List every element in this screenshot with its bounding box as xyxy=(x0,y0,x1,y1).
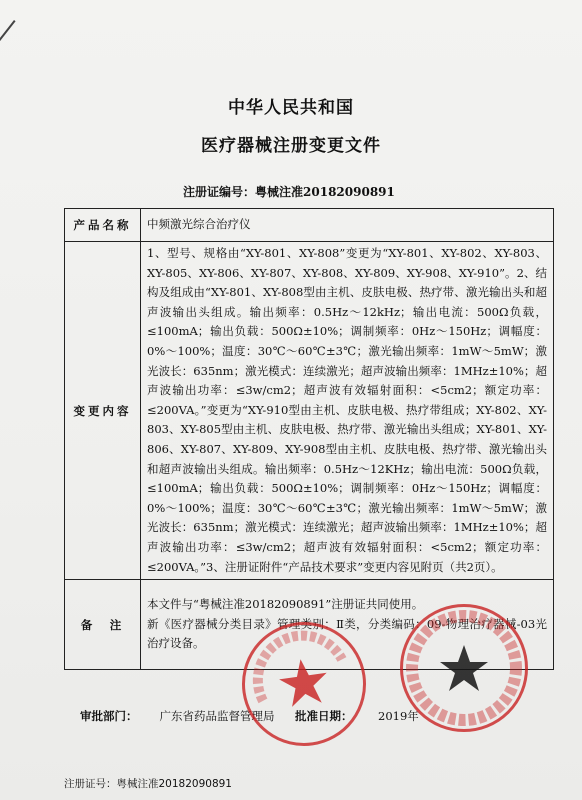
remark-label: 备 注 xyxy=(65,580,141,670)
approval-date: 2019年 xyxy=(378,709,419,723)
change-table xyxy=(64,208,554,670)
registration-label: 注册证编号： xyxy=(183,185,256,199)
product-name-value: 中频激光综合治疗仪 xyxy=(141,209,554,242)
document-title: 医疗器械注册变更文件 xyxy=(201,136,381,156)
footer-reg-number: 注册证号：粤械注准20182090891 xyxy=(64,778,232,790)
approval-date-label: 批准日期： xyxy=(295,709,353,723)
approval-dept-label: 审批部门： xyxy=(80,709,138,723)
country-title: 中华人民共和国 xyxy=(228,98,354,118)
change-content-row xyxy=(65,242,554,580)
company-seal xyxy=(234,614,374,754)
product-name-label: 产品名称 xyxy=(65,209,141,242)
government-seal-graphic xyxy=(403,607,525,729)
change-content-label: 变更内容 xyxy=(65,242,141,580)
change-content-text: 1、型号、规格由“XY-801、XY-808”变更为“XY-801、XY-802、XY-803、XY-805、XY-806、XY-807、XY-808、XY-809、XY-908、XY-910”。2、结构及组成由“XY-801、XY-808型由主机、皮肤电极、热疗带、激光输出头和超声波输出头组成。输出频率：0.5Hz～12kHz；输出电流：500Ω负载，≤100mA；输出负载：500Ω±10%；调制频率：0Hz～150Hz；调幅度：0%～100%；温度：30℃～60℃±3℃；激光输出频率：1mW～5mW；激光波长：635nm；激光模式：连续激光；超声波输出频率：1MHz±10%；超声波输出功率：≤3w/cm2；超声波有效辐射面积：<5cm2；额定功率：≤200VA。”变更为“XY-910型由主机、皮肤电极、热疗带组成；XY-802、XY-803、XY-805型由主机、皮肤电极、热疗带、激光输出头组成；XY-801、XY-806、XY-807、XY-809、XY-908型由主机、皮肤电极、热疗带、激光输出头和超声波输出头组成。输出频率：0.5Hz～12KHz；输出电流：500Ω负载，≤100mA；输出负载：500Ω±10%；调制频率：0Hz～150Hz；调幅度：0%～100%；温度：30℃～60℃±3℃；激光输出频率：1mW～5mW；激光波长：635nm；激光模式：连续激光；超声波输出频率：1MHz±10%；超声波输出功率：≤3w/cm2；超声波有效辐射面积：<5cm2；额定功率：≤200VA。”3、注册证附件“产品技术要求”变更内容见附页（共2页）。 xyxy=(141,242,554,580)
product-name-row xyxy=(65,209,554,242)
approval-dept: 广东省药品监督管理局 xyxy=(159,709,275,723)
remark-line-2: 新《医疗器械分类目录》管理类别：Ⅱ类，分类编码：09-物理治疗器械-03光治疗设备。 xyxy=(147,616,547,651)
company-seal-graphic xyxy=(237,617,370,750)
government-seal xyxy=(400,604,528,732)
registration-line xyxy=(183,183,395,200)
pen-mark xyxy=(0,20,16,50)
remark-line-1: 本文件与“粤械注准20182090891”注册证共同使用。 xyxy=(147,597,424,612)
approval-line xyxy=(80,708,419,724)
registration-number: 粤械注准20182090891 xyxy=(255,185,395,199)
